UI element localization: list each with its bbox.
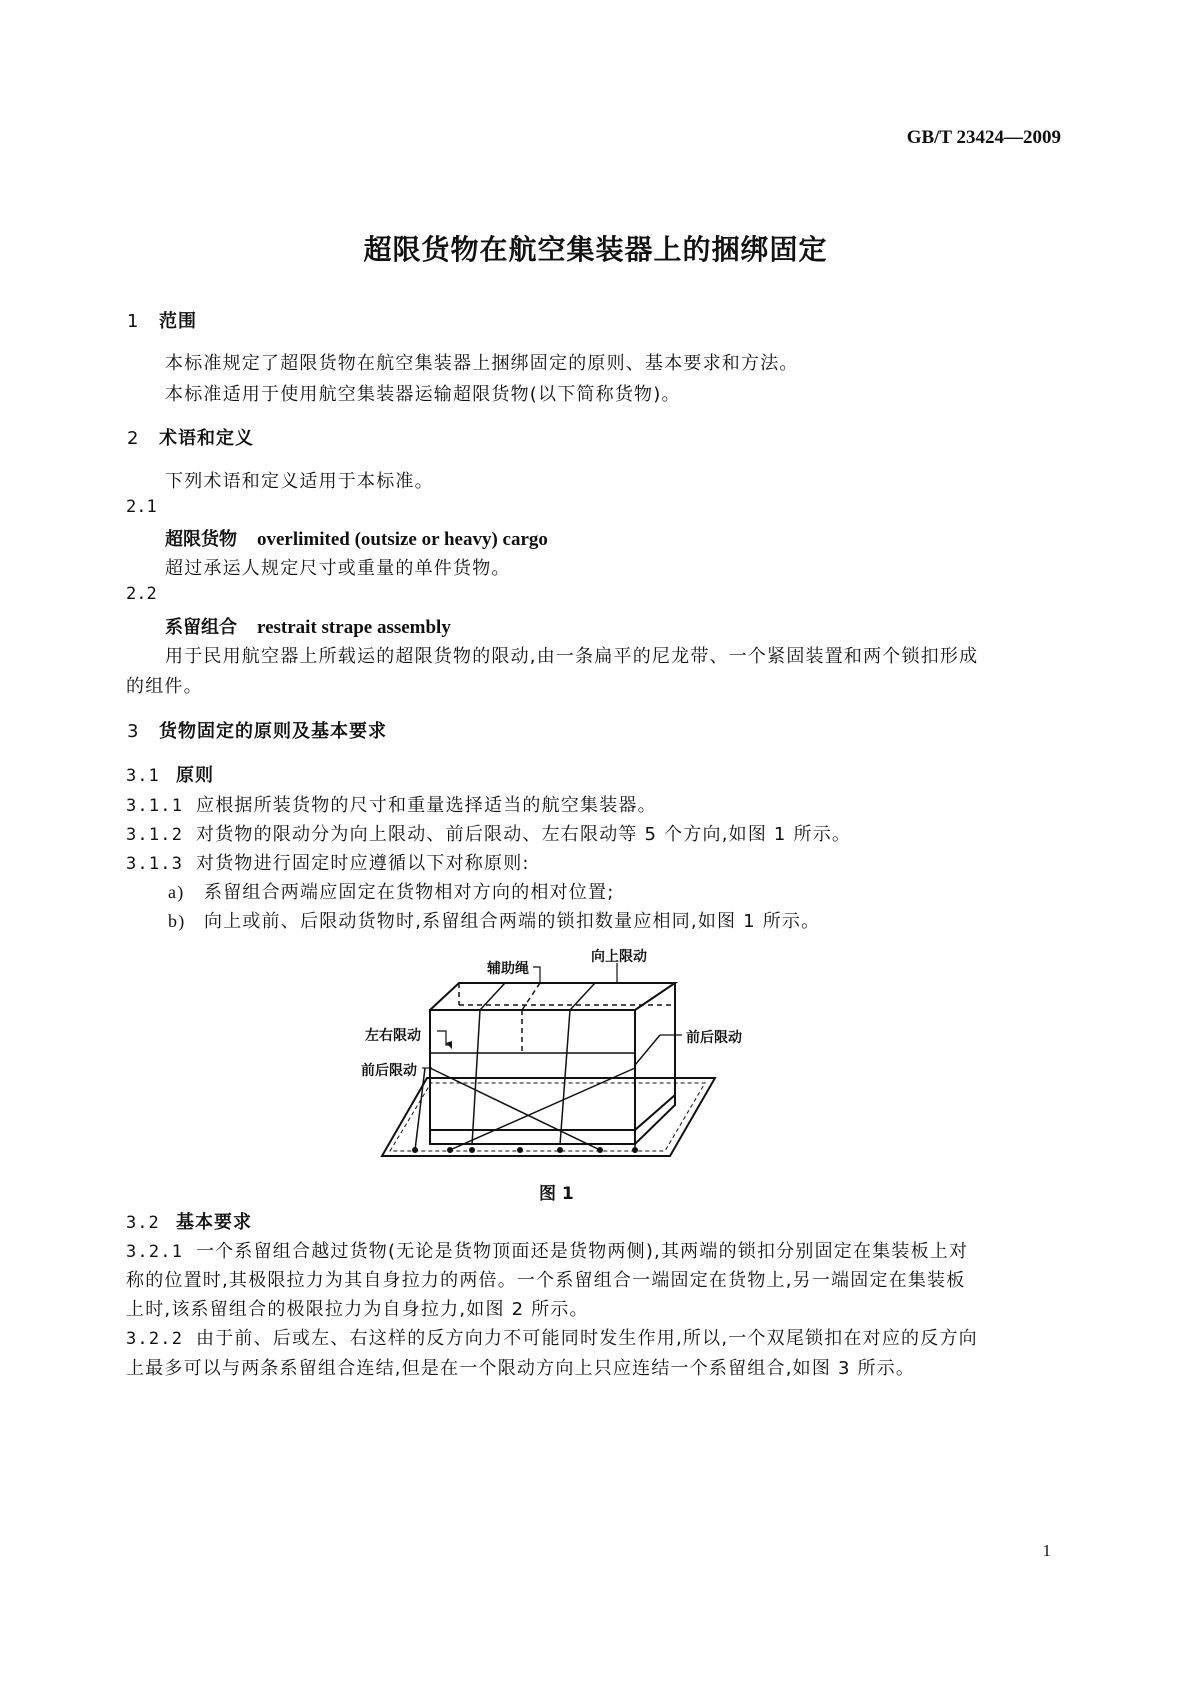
- clause-number: 3.2.2: [126, 1329, 184, 1349]
- label-aux-rope: 辅助绳: [487, 961, 529, 977]
- term-english: restrait strape assembly: [257, 617, 451, 638]
- term-heading: [165, 525, 548, 551]
- section-title: 术语和定义: [159, 428, 254, 449]
- list-text: 系留组合两端应固定在货物相对方向的相对位置;: [204, 882, 615, 903]
- clause-text-cont: 称的位置时,其极限拉力为其自身拉力的两倍。一个系留组合一端固定在货物上,另一端固定在集装板: [126, 1270, 966, 1291]
- clause-number: 3.1.2: [126, 825, 184, 845]
- term-definition: 用于民用航空器上所载运的超限货物的限动,由一条扁平的尼龙带、一个紧固装置和两个锁扣形成: [165, 646, 979, 667]
- list-item-b: [168, 907, 820, 933]
- paragraph: 本标准规定了超限货物在航空集装器上捆绑固定的原则、基本要求和方法。: [165, 353, 799, 374]
- aux-rope-dashed: [522, 983, 540, 1010]
- clause-3-1-3: [126, 849, 530, 875]
- list-marker: a): [168, 882, 185, 902]
- subsection-3-1-heading: [126, 761, 214, 787]
- figure-1-diagram: [380, 945, 725, 1165]
- clause-number: 3.1.3: [126, 854, 184, 874]
- section-2-heading: [127, 424, 254, 450]
- cargo-base: [430, 1130, 635, 1144]
- clause-text: 由于前、后或左、右这样的反方向力不可能同时发生作用,所以,一个双尾锁扣在对应的反方向: [196, 1328, 978, 1349]
- list-text: 向上或前、后限动货物时,系留组合两端的锁扣数量应相同,如图 1 所示。: [204, 911, 821, 932]
- document-title: 超限货物在航空集装器上的捆绑固定: [363, 233, 828, 266]
- clause-text: 一个系留组合越过货物(无论是货物顶面还是货物两侧),其两端的锁扣分别固定在集装板上对: [196, 1241, 969, 1262]
- subsection-number: 3.1: [126, 766, 160, 786]
- leader-aux-rope: [533, 967, 540, 983]
- term-chinese: 系留组合: [165, 617, 237, 638]
- clause-3-1-1: [126, 791, 657, 817]
- page-number: 1: [1042, 1541, 1051, 1560]
- section-title: 范围: [159, 311, 197, 332]
- term-number: 2.1: [126, 497, 157, 517]
- figure-caption: 图 1: [539, 1184, 574, 1204]
- subsection-title: 原则: [176, 765, 214, 786]
- label-left-right-restraint: 左右限动: [365, 1028, 421, 1044]
- list-item-a: [168, 878, 614, 904]
- term-english: overlimited (outsize or heavy) cargo: [257, 529, 548, 550]
- paragraph: 本标准适用于使用航空集装器运输超限货物(以下简称货物)。: [165, 384, 681, 405]
- section-3-heading: [127, 717, 387, 743]
- label-front-back-restraint-left: 前后限动: [361, 1063, 417, 1079]
- list-marker: b): [168, 911, 186, 931]
- clause-text-cont: 上时,该系留组合的极限拉力为自身拉力,如图 2 所示。: [126, 1299, 589, 1320]
- term-definition-cont: 的组件。: [126, 676, 203, 697]
- section-number: 1: [127, 311, 140, 332]
- clause-text: 对货物的限动分为向上限动、前后限动、左右限动等 5 个方向,如图 1 所示。: [196, 824, 852, 845]
- subsection-number: 3.2: [126, 1213, 160, 1233]
- cargo-side-base: [635, 1095, 675, 1144]
- paragraph: 下列术语和定义适用于本标准。: [165, 471, 434, 492]
- clause-3-1-2: [126, 820, 851, 846]
- clause-3-2-1: [126, 1237, 968, 1263]
- clause-text: 对货物进行固定时应遵循以下对称原则:: [196, 853, 530, 874]
- clause-number: 3.2.1: [126, 1242, 184, 1262]
- section-number: 2: [127, 428, 140, 449]
- section-title: 货物固定的原则及基本要求: [159, 721, 387, 742]
- standard-number: GB/T 23424—2009: [906, 127, 1061, 148]
- pallet-edge-dashed: [390, 1083, 705, 1151]
- term-definition: 超过承运人规定尺寸或重量的单件货物。: [165, 558, 511, 579]
- label-front-back-restraint-right: 前后限动: [686, 1030, 742, 1046]
- cargo-front-face: [430, 1010, 635, 1130]
- term-heading: [165, 613, 451, 639]
- label-up-restraint: 向上限动: [591, 949, 647, 965]
- clause-text-cont: 上最多可以与两条系留组合连结,但是在一个限动方向上只应连结一个系留组合,如图 3 所示。: [126, 1358, 916, 1379]
- subsection-3-2-heading: [126, 1208, 252, 1234]
- section-number: 3: [127, 721, 140, 742]
- term-number: 2.2: [126, 584, 157, 604]
- clause-text: 应根据所装货物的尺寸和重量选择适当的航空集装器。: [196, 795, 657, 816]
- subsection-title: 基本要求: [176, 1212, 252, 1233]
- clause-number: 3.1.1: [126, 796, 184, 816]
- section-1-heading: [127, 307, 197, 333]
- clause-3-2-2: [126, 1324, 978, 1350]
- cargo-top-face: [430, 983, 675, 1010]
- term-chinese: 超限货物: [165, 529, 237, 550]
